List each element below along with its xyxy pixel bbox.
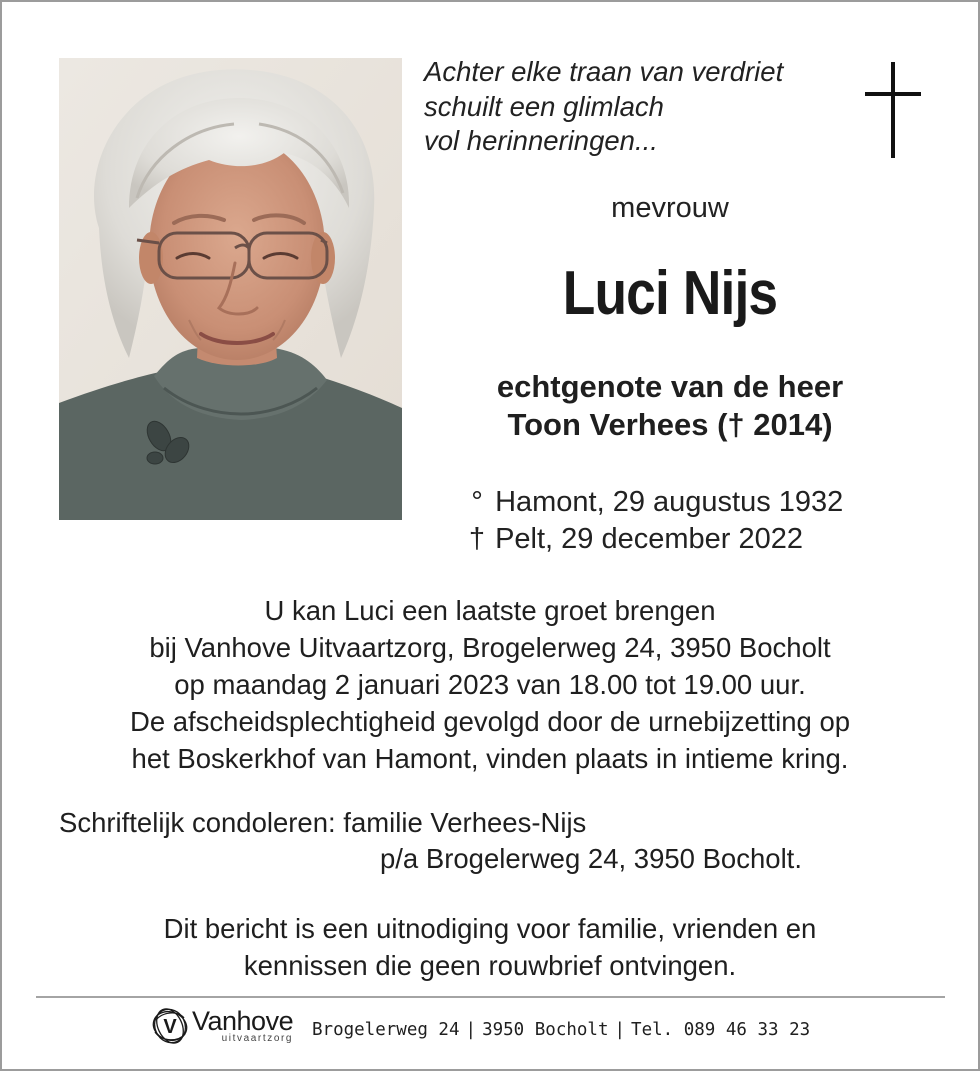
honorific: mevrouw — [611, 192, 729, 224]
footer-city: 3950 Bocholt — [482, 1020, 609, 1040]
spouse-line: echtgenote van de heer — [496, 369, 844, 404]
death-line — [467, 521, 843, 558]
birth-symbol: ° — [471, 486, 483, 518]
logo-subtitle: uitvaartzorg — [221, 1033, 294, 1044]
footer-separator: | — [614, 1020, 626, 1040]
spouse-line: Toon Verhees († 2014) — [507, 407, 833, 442]
visitation-line: het Boskerkhof van Hamont, vinden plaats in intieme kring. — [131, 743, 849, 774]
invitation-note — [0, 910, 980, 984]
visitation-line: U kan Luci een laatste groet brengen — [264, 595, 716, 626]
invitation-line: kennissen die geen rouwbrief ontvingen. — [243, 950, 737, 981]
footer-phone: Tel. 089 46 33 23 — [631, 1020, 811, 1040]
latin-cross-icon — [865, 62, 921, 158]
poem-line: schuilt een glimlach — [424, 90, 664, 122]
condolence-line: p/a Brogelerweg 24, 3950 Bocholt. — [380, 843, 802, 874]
deceased-name: Luci Nijs — [562, 259, 778, 328]
divider — [36, 996, 945, 998]
logo-letter: V — [163, 1016, 177, 1038]
portrait-photo — [59, 58, 402, 520]
life-dates — [467, 484, 843, 558]
spouse-info — [420, 368, 920, 444]
visitation-line: op maandag 2 januari 2023 van 18.00 tot 19.00 uur. — [174, 669, 806, 700]
visitation-text — [0, 592, 980, 777]
logo-wordmark — [192, 1008, 293, 1044]
invitation-line: Dit bericht is een uitnodiging voor familie, vrienden en — [163, 913, 817, 944]
poem-line: Achter elke traan van verdriet — [424, 56, 784, 87]
condolence-line: Schriftelijk condoleren: familie Verhees-Nijs — [59, 807, 587, 838]
vanhove-logo-icon — [150, 1006, 190, 1046]
visitation-line: De afscheidsplechtigheid gevolgd door de urnebijzetting op — [129, 706, 851, 737]
death-symbol: † — [468, 523, 486, 555]
footer-address: Brogelerweg 24 — [312, 1020, 460, 1040]
vanhove-logo — [150, 1006, 293, 1046]
logo-name: Vanhove — [192, 1006, 294, 1036]
death-text: Pelt, 29 december 2022 — [495, 523, 803, 555]
condolence-address — [59, 805, 802, 877]
birth-line — [467, 484, 843, 521]
footer-separator: | — [465, 1020, 477, 1040]
poem — [424, 55, 783, 159]
poem-line: vol herinneringen... — [424, 125, 658, 156]
visitation-line: bij Vanhove Uitvaartzorg, Brogelerweg 24, 3950 Bocholt — [149, 632, 831, 663]
birth-text: Hamont, 29 augustus 1932 — [495, 486, 844, 518]
footer-contact — [312, 1020, 810, 1040]
